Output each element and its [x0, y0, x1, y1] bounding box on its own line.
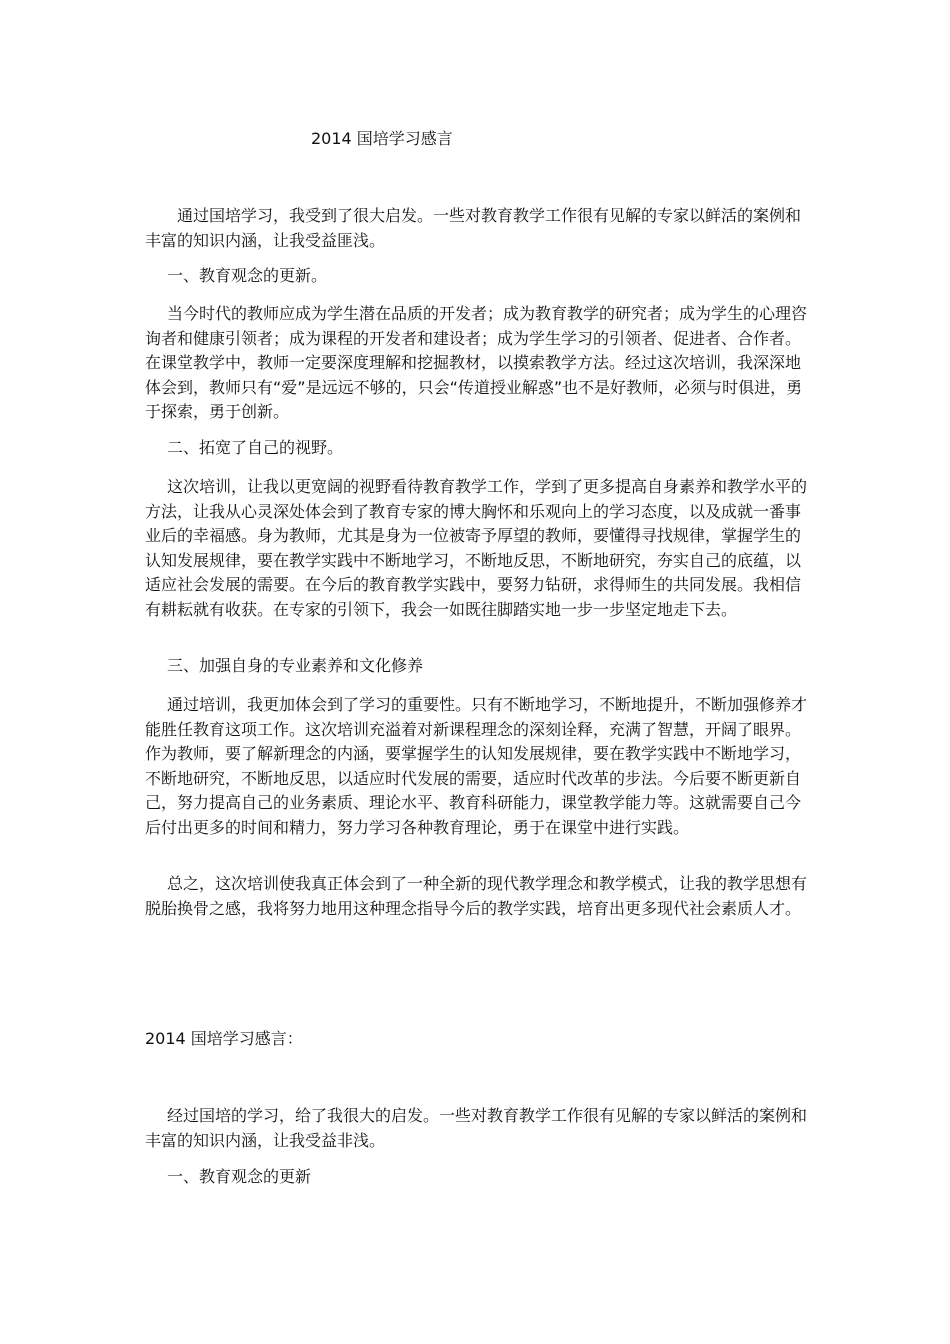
section-1-paragraph: 当今时代的教师应成为学生潜在品质的开发者；成为教育教学的研究者；成为学生的心理咨询者和健康引领者；成为课程的开发者和建设者；成为学生学习的引领者、促进者、合作者。在课堂教学中，教师一定要深度理解和挖掘教材，以摸索教学方法。经过这次培训，我深深地体会到，教师只有“爱”是远远不够的，只会“传道授业解惑”也不是好教师，必须与时俱进，勇于探索，勇于创新。: [145, 304, 808, 421]
section-2-heading: 二、拓宽了自己的视野。: [167, 438, 344, 457]
second-intro-paragraph: 经过国培的学习，给了我很大的启发。一些对教育教学工作很有见解的专家以鲜活的案例和丰富的知识内涵，让我受益非浅。: [145, 1106, 808, 1150]
section-3-paragraph: 通过培训，我更加体会到了学习的重要性。只有不断地学习，不断地提升，不断加强修养才能胜任教育这项工作。这次培训充溢着对新课程理念的深刻诠释，充满了智慧，开阔了眼界。作为教师，要了解新理念的内涵，要掌握学生的认知发展规律，要在教学实践中不断地学习，不断地研究，不断地反思，以适应时代发展的需要，适应时代改革的步法。今后要不断更新自己，努力提高自己的业务素质、理论水平、教育科研能力，课堂教学能力等。这就需要自己今后付出更多的时间和精力，努力学习各种教育理论，勇于在课堂中进行实践。: [145, 695, 808, 837]
section-1-heading: 一、教育观念的更新。: [167, 266, 328, 285]
second-document-title: 2014 国培学习感言：: [145, 1029, 303, 1048]
section-2-paragraph: 这次培训，让我以更宽阔的视野看待教育教学工作，学到了更多提高自身素养和教学水平的方法，让我从心灵深处体会到了教育专家的博大胸怀和乐观向上的学习态度，以及成就一番事业后的幸福感。身为教师，尤其是身为一位被寄予厚望的教师，要懂得寻找规律，掌握学生的认知发展规律，要在教学实践中不断地学习，不断地反思，不断地研究，夯实自己的底蕴，以适应社会发展的需要。在今后的教育教学实践中，要努力钻研，求得师生的共同发展。我相信有耕耘就有收获。在专家的引领下，我会一如既往脚踏实地一步一步坚定地走下去。: [145, 477, 808, 619]
section-3-heading: 三、加强自身的专业素养和文化修养: [167, 656, 424, 675]
intro-paragraph: 通过国培学习，我受到了很大启发。一些对教育教学工作很有见解的专家以鲜活的案例和丰富的知识内涵，让我受益匪浅。: [145, 206, 802, 250]
document-title: 2014 国培学习感言: [311, 129, 453, 148]
conclusion-paragraph: 总之，这次培训使我真正体会到了一种全新的现代教学理念和教学模式，让我的教学思想有脱胎换骨之感，我将努力地用这种理念指导今后的教学实践，培育出更多现代社会素质人才。: [145, 874, 808, 918]
second-section-1-heading: 一、教育观念的更新: [167, 1167, 312, 1186]
